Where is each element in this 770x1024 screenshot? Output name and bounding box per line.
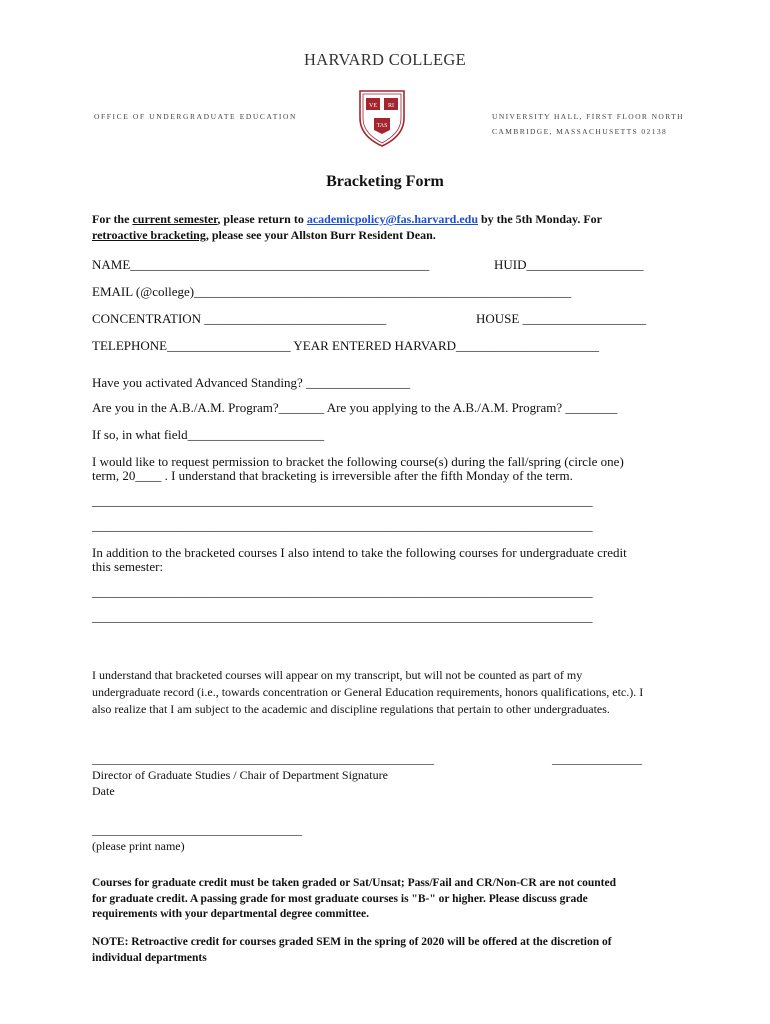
current-semester-text: current semester (132, 212, 218, 226)
address-line-2: CAMBRIDGE, MASSACHUSETTS 02138 (492, 127, 668, 136)
institution-name: HARVARD COLLEGE (304, 50, 466, 69)
intro-text: For the current semester, please return to academicpolicy@fas.harvard.edu by the 5th Monday. For retroactive bracketing, please see your Allston Burr Resident Dean. (92, 212, 603, 242)
house-field[interactable]: HOUSE ___________________ (476, 311, 647, 326)
telephone-year-field[interactable]: TELEPHONE___________________ YEAR ENTERED HARVARD______________________ (92, 338, 600, 353)
seal-bottom-text: TAS (376, 123, 388, 129)
field-question[interactable]: If so, in what field_____________________ (92, 427, 325, 442)
print-name-line[interactable]: ___________________________________ (92, 823, 302, 837)
date-label: Date (92, 784, 115, 798)
retroactive-text: retroactive bracketing (92, 228, 206, 242)
date-line[interactable]: _______________ (552, 752, 642, 766)
huid-field[interactable]: HUID__________________ (494, 257, 644, 272)
advanced-standing-question[interactable]: Have you activated Advanced Standing? ________________ (92, 375, 411, 390)
print-name-label: (please print name) (92, 839, 185, 853)
signature-label: Director of Graduate Studies / Chair of Department Signature (92, 768, 388, 782)
name-field[interactable]: NAME______________________________________________ (92, 257, 430, 272)
bracket-course-line-1[interactable]: _____________________________________________________________________________ (92, 493, 593, 508)
email-link[interactable]: academicpolicy@fas.harvard.edu (306, 212, 478, 226)
seal-top-right-text: RI (388, 103, 394, 109)
email-field[interactable]: EMAIL (@college)__________________________________________________________ (92, 284, 572, 299)
concentration-field[interactable]: CONCENTRATION ____________________________ (92, 311, 387, 326)
ab-am-question[interactable]: Are you in the A.B./A.M. Program?_______ Are you applying to the A.B./A.M. Program? ________ (92, 400, 618, 415)
signature-line[interactable]: _________________________________________________________ (92, 752, 434, 766)
additional-course-line-2[interactable]: _____________________________________________________________________________ (92, 609, 593, 624)
additional-courses-text: In addition to the bracketed courses I also intend to take the following courses for undergraduate credit this semester: (92, 545, 627, 574)
graduate-credit-note: Courses for graduate credit must be taken graded or Sat/Unsat; Pass/Fail and CR/Non-CR are not counted for graduate credit. A passing grade for most graduate courses is "B-" or higher. Please discuss grade requirements with your departmental degree committee. (92, 877, 616, 920)
office-name: OFFICE OF UNDERGRADUATE EDUCATION (94, 112, 298, 121)
understanding-paragraph: I understand that bracketed courses will appear on my transcript, but will not be counted as part of my undergraduate record (i.e., towards concentration or General Education requirements, honors qualifications, etc.). I also realize that I am subject to the academic and discipline regulations that pertain to other undergraduates. (92, 668, 644, 716)
retroactive-credit-note: NOTE: Retroactive credit for courses graded SEM in the spring of 2020 will be offered at the discretion of individual departments (92, 936, 612, 964)
harvard-shield-icon (357, 88, 407, 148)
form-title: Bracketing Form (326, 173, 444, 190)
bracket-course-line-2[interactable]: _____________________________________________________________________________ (92, 518, 593, 533)
seal-top-left-text: VE (369, 103, 377, 109)
additional-course-line-1[interactable]: _____________________________________________________________________________ (92, 584, 593, 599)
address-line-1: UNIVERSITY HALL, FIRST FLOOR NORTH (492, 112, 684, 121)
bracket-request-text: I would like to request permission to bracket the following course(s) during the fall/spring (circle one) term, 20____ . I understand that bracketing is irreversible after the fifth Monday of the term. (92, 454, 624, 483)
